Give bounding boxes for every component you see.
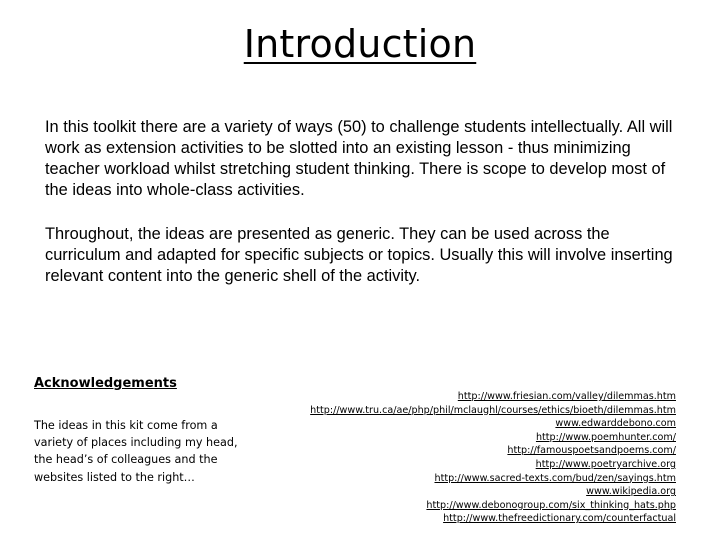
page-title-text: Introduction bbox=[243, 22, 477, 66]
website-link[interactable]: www.wikipedia.org bbox=[586, 486, 676, 498]
website-link[interactable]: http://www.poemhunter.com/ bbox=[535, 431, 676, 443]
acknowledgements-text: The ideas in this kit come from a variety of places including my head, the head’s of colleagues and the websites listed to the right… bbox=[34, 419, 238, 484]
list-item bbox=[310, 499, 676, 513]
website-link[interactable]: http://www.debonogroup.com/six_thinking_hats.php bbox=[426, 499, 676, 511]
website-link[interactable]: http://www.poetryarchive.org bbox=[535, 458, 676, 470]
acknowledgements-heading: Acknowledgements bbox=[34, 376, 177, 391]
list-item bbox=[310, 431, 676, 445]
website-link[interactable]: www.edwarddebono.com bbox=[555, 418, 676, 430]
website-link[interactable]: http://www.friesian.com/valley/dilemmas.htm bbox=[457, 391, 676, 402]
list-item bbox=[310, 472, 676, 486]
list-item bbox=[310, 444, 676, 458]
website-link[interactable]: http://www.tru.ca/ae/php/phil/mclaughl/courses/ethics/bioeth/dilemmas.htm bbox=[310, 404, 676, 416]
website-link[interactable]: http://www.thefreedictionary.com/counterfactual bbox=[443, 513, 676, 525]
list-item bbox=[310, 458, 676, 472]
list-item bbox=[310, 512, 676, 526]
list-item bbox=[310, 390, 676, 404]
website-link[interactable]: http://famouspoetsandpoems.com/ bbox=[507, 445, 676, 457]
intro-paragraph: In this toolkit there are a variety of ways (50) to challenge students intellectually. All will work as extension activities to be slotted into an existing lesson - thus minimizing teacher workload whilst stretching student thinking. There is scope to develop most of the ideas into whole-class activities. bbox=[45, 118, 673, 199]
generic-ideas-paragraph: Throughout, the ideas are presented as generic. They can be used across the curriculum and adapted for specific subjects or topics. Usually this will involve inserting relevant content into the generic shell of the activity. bbox=[45, 225, 673, 285]
website-link[interactable]: http://www.sacred-texts.com/bud/zen/sayings.htm bbox=[434, 472, 676, 484]
page-title bbox=[0, 22, 720, 66]
list-item bbox=[310, 485, 676, 499]
website-links-list bbox=[310, 390, 676, 526]
list-item bbox=[310, 417, 676, 431]
list-item bbox=[310, 404, 676, 418]
